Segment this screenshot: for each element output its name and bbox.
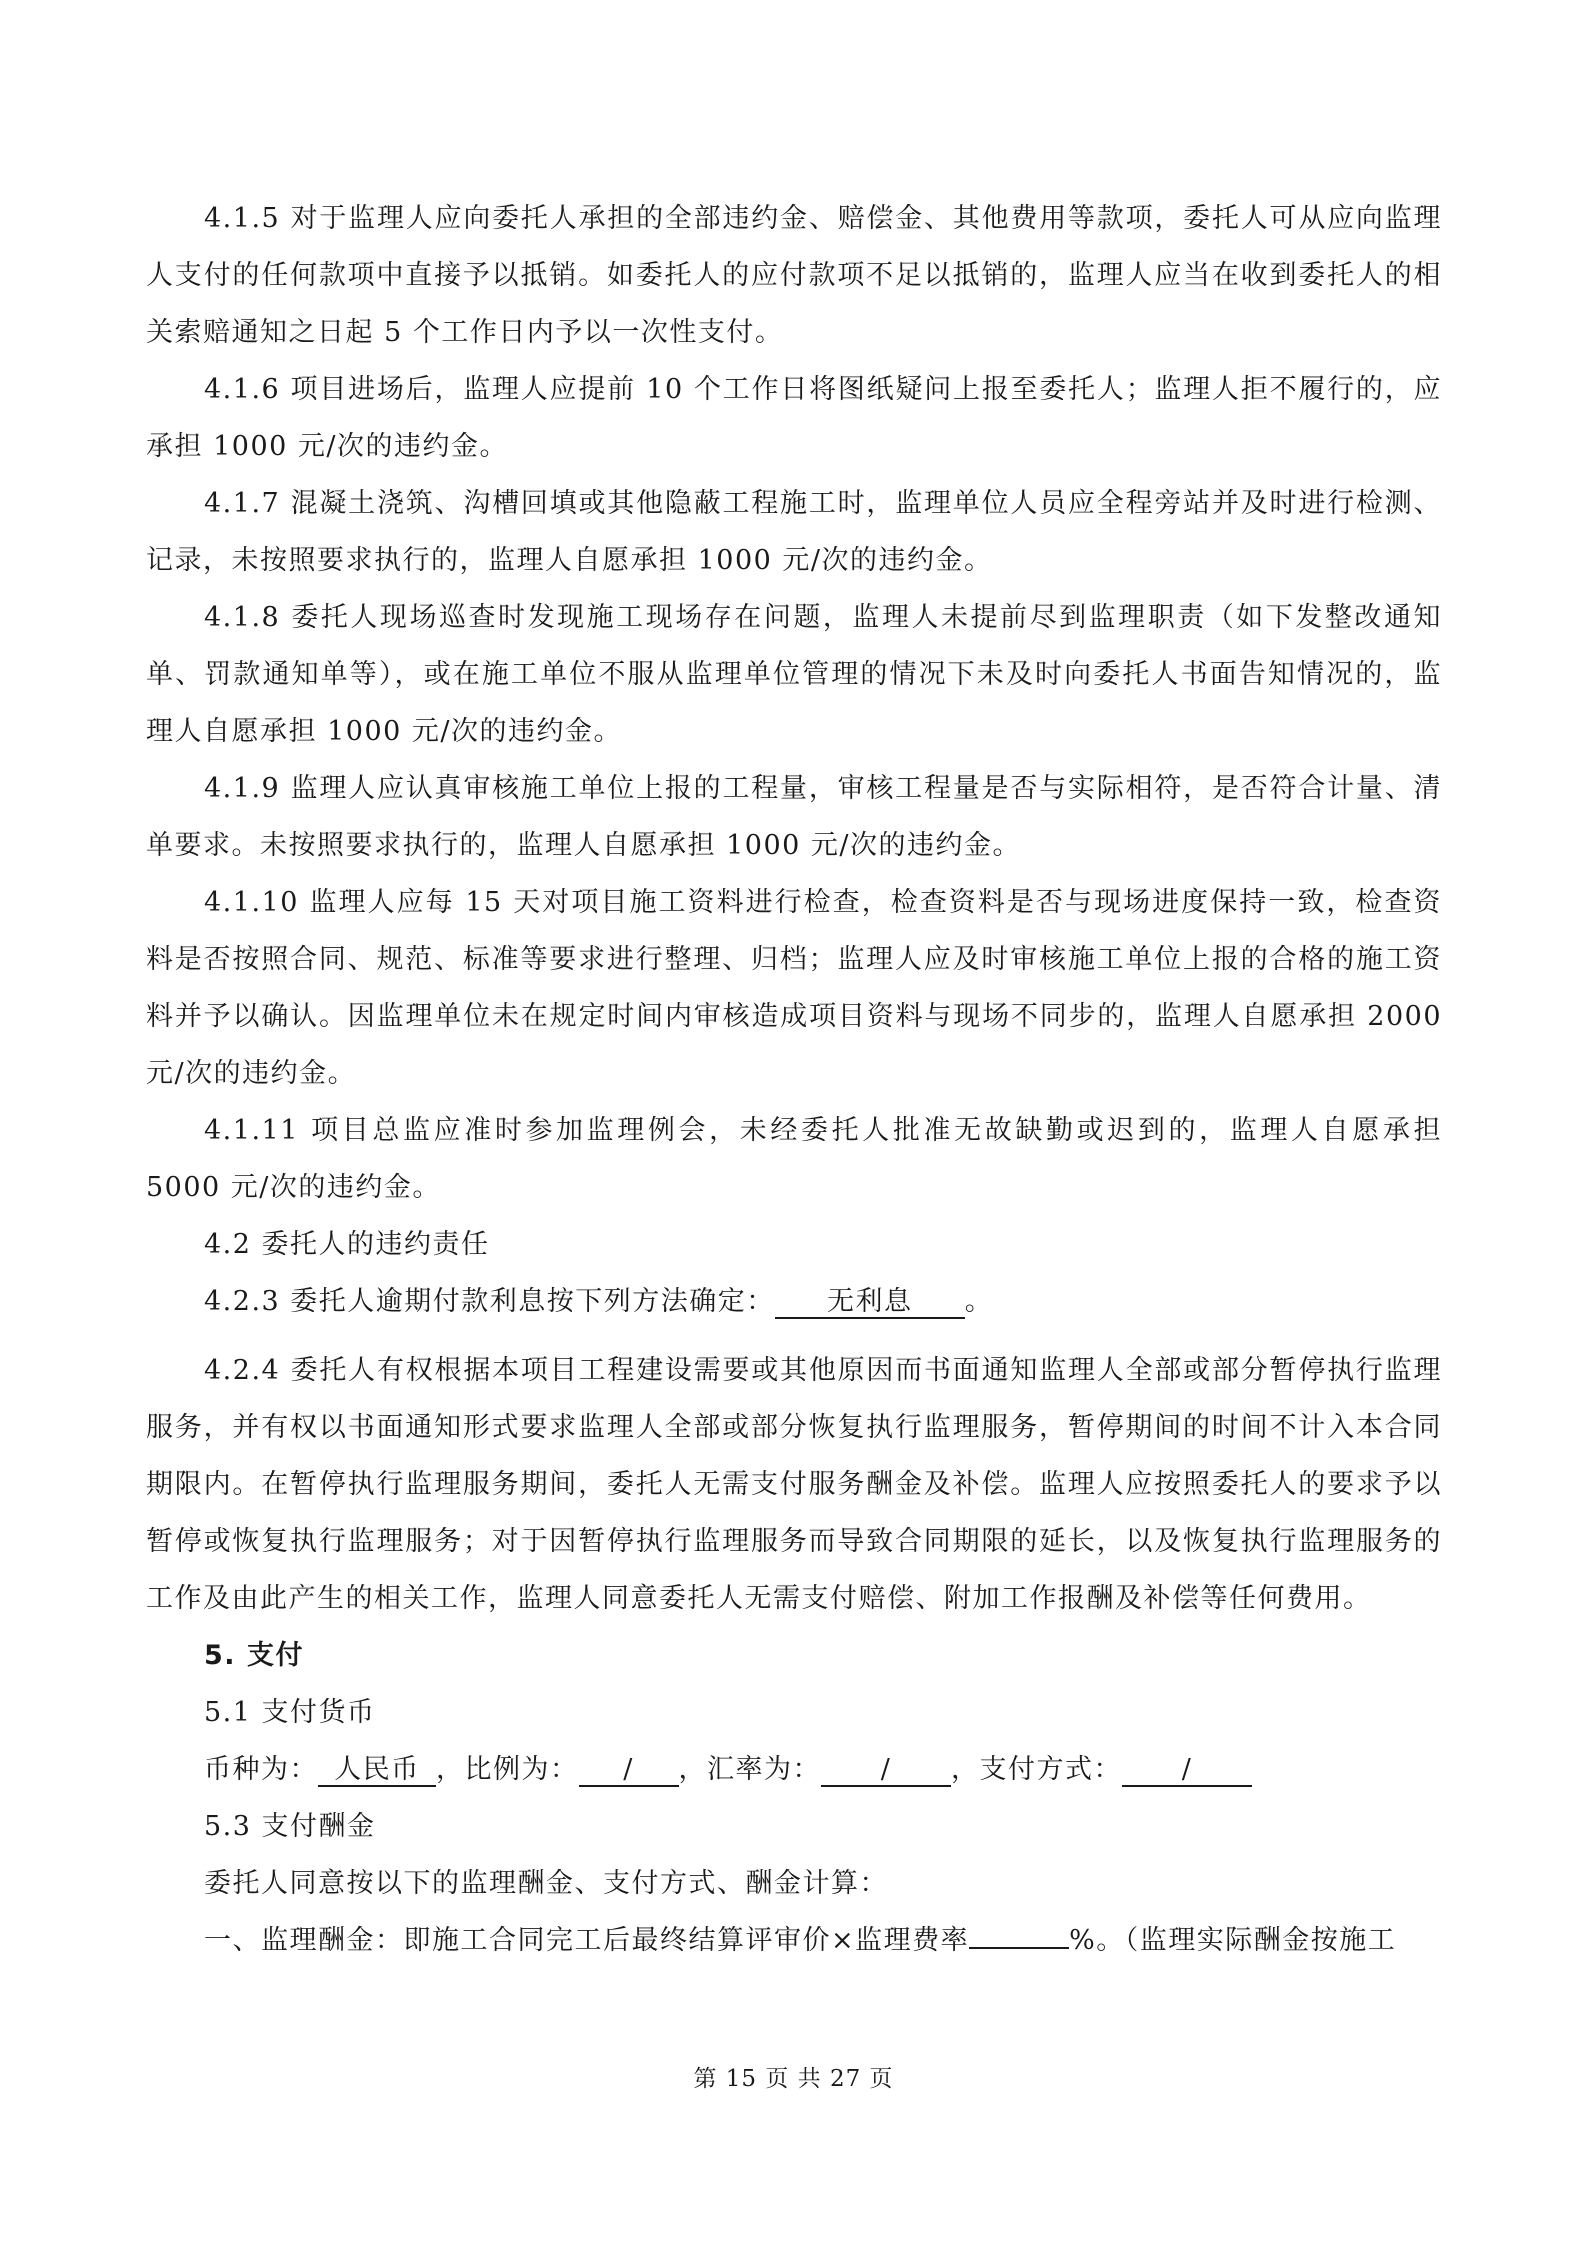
clause-5-1-heading: 5.1 支付货币 — [204, 1697, 376, 1728]
clause-4-1-7: 4.1.7 混凝土浇筑、沟槽回填或其他隐蔽工程施工时，监理单位人员应全程旁站并及时进行检测、记录，未按照要求执行的，监理人自愿承担 1000 元/次的违约金。 — [146, 488, 1442, 576]
clause-5-3-heading: 5.3 支付酬金 — [204, 1811, 376, 1842]
section-5-heading: 5. 支付 — [204, 1640, 304, 1671]
clause-4-1-6: 4.1.6 项目进场后，监理人应提前 10 个工作日将图纸疑问上报至委托人；监理人拒不履行的，应承担 1000 元/次的违约金。 — [146, 374, 1442, 462]
clause-4-1-8: 4.1.8 委托人现场巡查时发现施工现场存在问题，监理人未提前尽到监理职责（如下发整改通知单、罚款通知单等），或在施工单位不服从监理单位管理的情况下未及时向委托人书面告知情况的，监理人自愿承担 1000 元/次的违约金。 — [146, 602, 1442, 747]
rate-label: ，汇率为： — [678, 1754, 821, 1785]
clause-4-2-3 — [146, 1273, 1442, 1330]
payment-currency-line — [146, 1741, 1442, 1798]
clause-4-2-3-text: 4.2.3 委托人逾期付款利息按下列方法确定： — [204, 1286, 775, 1317]
method-value: / — [1122, 1755, 1252, 1787]
late-interest-value: 无利息 — [775, 1287, 965, 1319]
ratio-value: / — [579, 1755, 679, 1787]
page-number: 第 15 页 共 27 页 — [693, 2066, 894, 2092]
currency-value: 人民币 — [318, 1755, 436, 1787]
fee-line — [146, 1912, 1442, 1969]
ratio-label: ，比例为： — [436, 1754, 579, 1785]
document-body — [146, 190, 1442, 1969]
clause-4-1-9: 4.1.9 监理人应认真审核施工单位上报的工程量，审核工程量是否与实际相符，是否符合计量、清单要求。未按照要求执行的，监理人自愿承担 1000 元/次的违约金。 — [146, 773, 1442, 861]
fee-suffix: %。（监理实际酬金按施工 — [1069, 1925, 1397, 1956]
method-label: ，支付方式： — [951, 1754, 1122, 1785]
rate-value: / — [821, 1755, 951, 1787]
currency-label: 币种为： — [204, 1754, 318, 1785]
clause-4-1-11: 4.1.11 项目总监应准时参加监理例会，未经委托人批准无故缺勤或迟到的，监理人自愿承担 5000 元/次的违约金。 — [146, 1115, 1442, 1203]
fee-label: 一、监理酬金：即施工合同完工后最终结算评审价×监理费率 — [204, 1925, 970, 1956]
clause-4-1-10: 4.1.10 监理人应每 15 天对项目施工资料进行检查，检查资料是否与现场进度保持一致，检查资料是否按照合同、规范、标准等要求进行整理、归档；监理人应及时审核施工单位上报的合格的施工资料并予以确认。因监理单位未在规定时间内审核造成项目资料与现场不同步的，监理人自愿承担 2000 元/次的违约金。 — [146, 887, 1442, 1089]
fee-rate-blank — [969, 1947, 1069, 1949]
clause-4-2-4: 4.2.4 委托人有权根据本项目工程建设需要或其他原因而书面通知监理人全部或部分暂停执行监理服务，并有权以书面通知形式要求监理人全部或部分恢复执行监理服务，暂停期间的时间不计入本合同期限内。在暂停执行监理服务期间，委托人无需支付服务酬金及补偿。监理人应按照委托人的要求予以暂停或恢复执行监理服务；对于因暂停执行监理服务而导致合同期限的延长，以及恢复执行监理服务的工作及由此产生的相关工作，监理人同意委托人无需支付赔偿、附加工作报酬及补偿等任何费用。 — [146, 1355, 1442, 1614]
clause-4-1-5: 4.1.5 对于监理人应向委托人承担的全部违约金、赔偿金、其他费用等款项，委托人可从应向监理人支付的任何款项中直接予以抵销。如委托人的应付款项不足以抵销的，监理人应当在收到委托人的相关索赔通知之日起 5 个工作日内予以一次性支付。 — [146, 203, 1442, 348]
clause-4-2-heading: 4.2 委托人的违约责任 — [204, 1229, 490, 1260]
clause-5-3-intro: 委托人同意按以下的监理酬金、支付方式、酬金计算： — [204, 1868, 888, 1899]
clause-4-2-3-suffix: 。 — [964, 1286, 994, 1317]
